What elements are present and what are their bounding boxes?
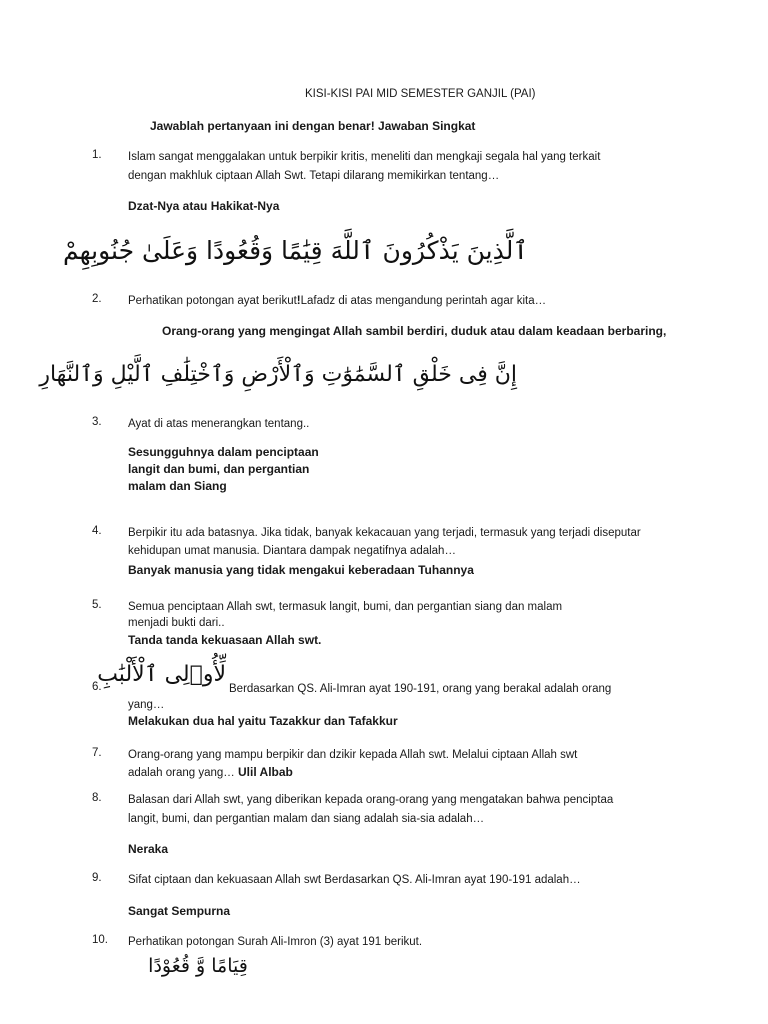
- q8-line1: Balasan dari Allah swt, yang diberikan kepada orang-orang yang mengatakan bahwa penciptaa: [128, 794, 614, 806]
- q3-text: Ayat di atas menerangkan tentang..: [128, 418, 310, 430]
- arabic-verse-3: لِّأُو۟لِى ٱلْأَلْبَٰبِ: [97, 662, 226, 687]
- q1-number: 1.: [92, 149, 102, 161]
- q2-text-b: !: [296, 295, 301, 307]
- page-title: KISI-KISI PAI MID SEMESTER GANJIL (PAI): [305, 88, 536, 100]
- q4-number: 4.: [92, 525, 102, 537]
- q10-text: Perhatikan potongan Surah Ali-Imron (3) ayat 191 berikut.: [128, 936, 423, 948]
- q2-text-c: Lafadz di atas mengandung perintah agar kita…: [300, 295, 547, 307]
- q7-line2-wrap: [128, 764, 293, 782]
- q3-answer-line2: langit dan bumi, dan pergantian: [128, 462, 310, 476]
- q4-line1: Berpikir itu ada batasnya. Jika tidak, banyak kekacauan yang terjadi, termasuk yang terjadi diseputar: [128, 527, 641, 539]
- q2-answer: Orang-orang yang mengingat Allah sambil berdiri, duduk atau dalam keadaan berbaring,: [162, 324, 667, 338]
- q4-answer: Banyak manusia yang tidak mengakui keberadaan Tuhannya: [128, 563, 474, 577]
- q1-answer: Dzat-Nya atau Hakikat-Nya: [128, 199, 280, 213]
- q6-line2: yang…: [128, 699, 165, 711]
- q7-line1: Orang-orang yang mampu berpikir dan dzikir kepada Allah swt. Melalui ciptaan Allah swt: [128, 749, 578, 761]
- q2-question: [128, 293, 546, 310]
- q1-line1: Islam sangat menggalakan untuk berpikir kritis, meneliti dan mengkaji segala hal yang terkait: [128, 151, 601, 163]
- instruction: Jawablah pertanyaan ini dengan benar! Jawaban Singkat: [150, 119, 476, 133]
- q9-text: Sifat ciptaan dan kekuasaan Allah swt Berdasarkan QS. Ali-Imran ayat 190-191 adalah…: [128, 874, 581, 886]
- q8-line2: langit, bumi, dan pergantian malam dan siang adalah sia-sia adalah…: [128, 813, 485, 825]
- q7-line2: adalah orang yang…: [128, 767, 235, 779]
- q2-number: 2.: [92, 293, 102, 305]
- q6-number: 6.: [92, 681, 102, 693]
- q6-answer: Melakukan dua hal yaitu Tazakkur dan Tafakkur: [128, 714, 398, 728]
- q5-line2: menjadi bukti dari..: [128, 617, 225, 629]
- arabic-verse-4: قِيَامًا وَّ قُعُوْدًا: [148, 955, 248, 977]
- q4-line2: kehidupan umat manusia. Diantara dampak negatifnya adalah…: [128, 545, 456, 557]
- q5-line1: Semua penciptaan Allah swt, termasuk langit, bumi, dan pergantian siang dan malam: [128, 601, 563, 613]
- q6-line1: Berdasarkan QS. Ali-Imran ayat 190-191, orang yang berakal adalah orang: [229, 683, 612, 695]
- q1-line2: dengan makhluk ciptaan Allah Swt. Tetapi dilarang memikirkan tentang…: [128, 170, 500, 182]
- q5-answer: Tanda tanda kekuasaan Allah swt.: [128, 633, 322, 647]
- q2-text-a: Perhatikan potongan ayat berikut: [128, 295, 297, 307]
- q7-number: 7.: [92, 747, 102, 759]
- q9-number: 9.: [92, 872, 102, 884]
- q3-number: 3.: [92, 416, 102, 428]
- arabic-verse-2: إِنَّ فِى خَلْقِ ٱلسَّمَٰوَٰتِ وَٱلْأَرْضِ وَٱخْتِلَٰفِ ٱلَّيْلِ وَٱلنَّهَارِ: [39, 362, 517, 387]
- q10-number: 10.: [92, 934, 108, 946]
- q8-number: 8.: [92, 792, 102, 804]
- q7-answer: Ulil Albab: [237, 765, 293, 779]
- q5-number: 5.: [92, 599, 102, 611]
- q3-answer-line3: malam dan Siang: [128, 479, 227, 493]
- q8-answer: Neraka: [128, 842, 169, 856]
- arabic-verse-1: ٱلَّذِينَ يَذْكُرُونَ ٱللَّهَ قِيَٰمًا وَقُعُودًا وَعَلَىٰ جُنُوبِهِمْ: [63, 236, 528, 265]
- q9-answer: Sangat Sempurna: [128, 904, 231, 918]
- q3-answer-line1: Sesungguhnya dalam penciptaan: [128, 445, 319, 459]
